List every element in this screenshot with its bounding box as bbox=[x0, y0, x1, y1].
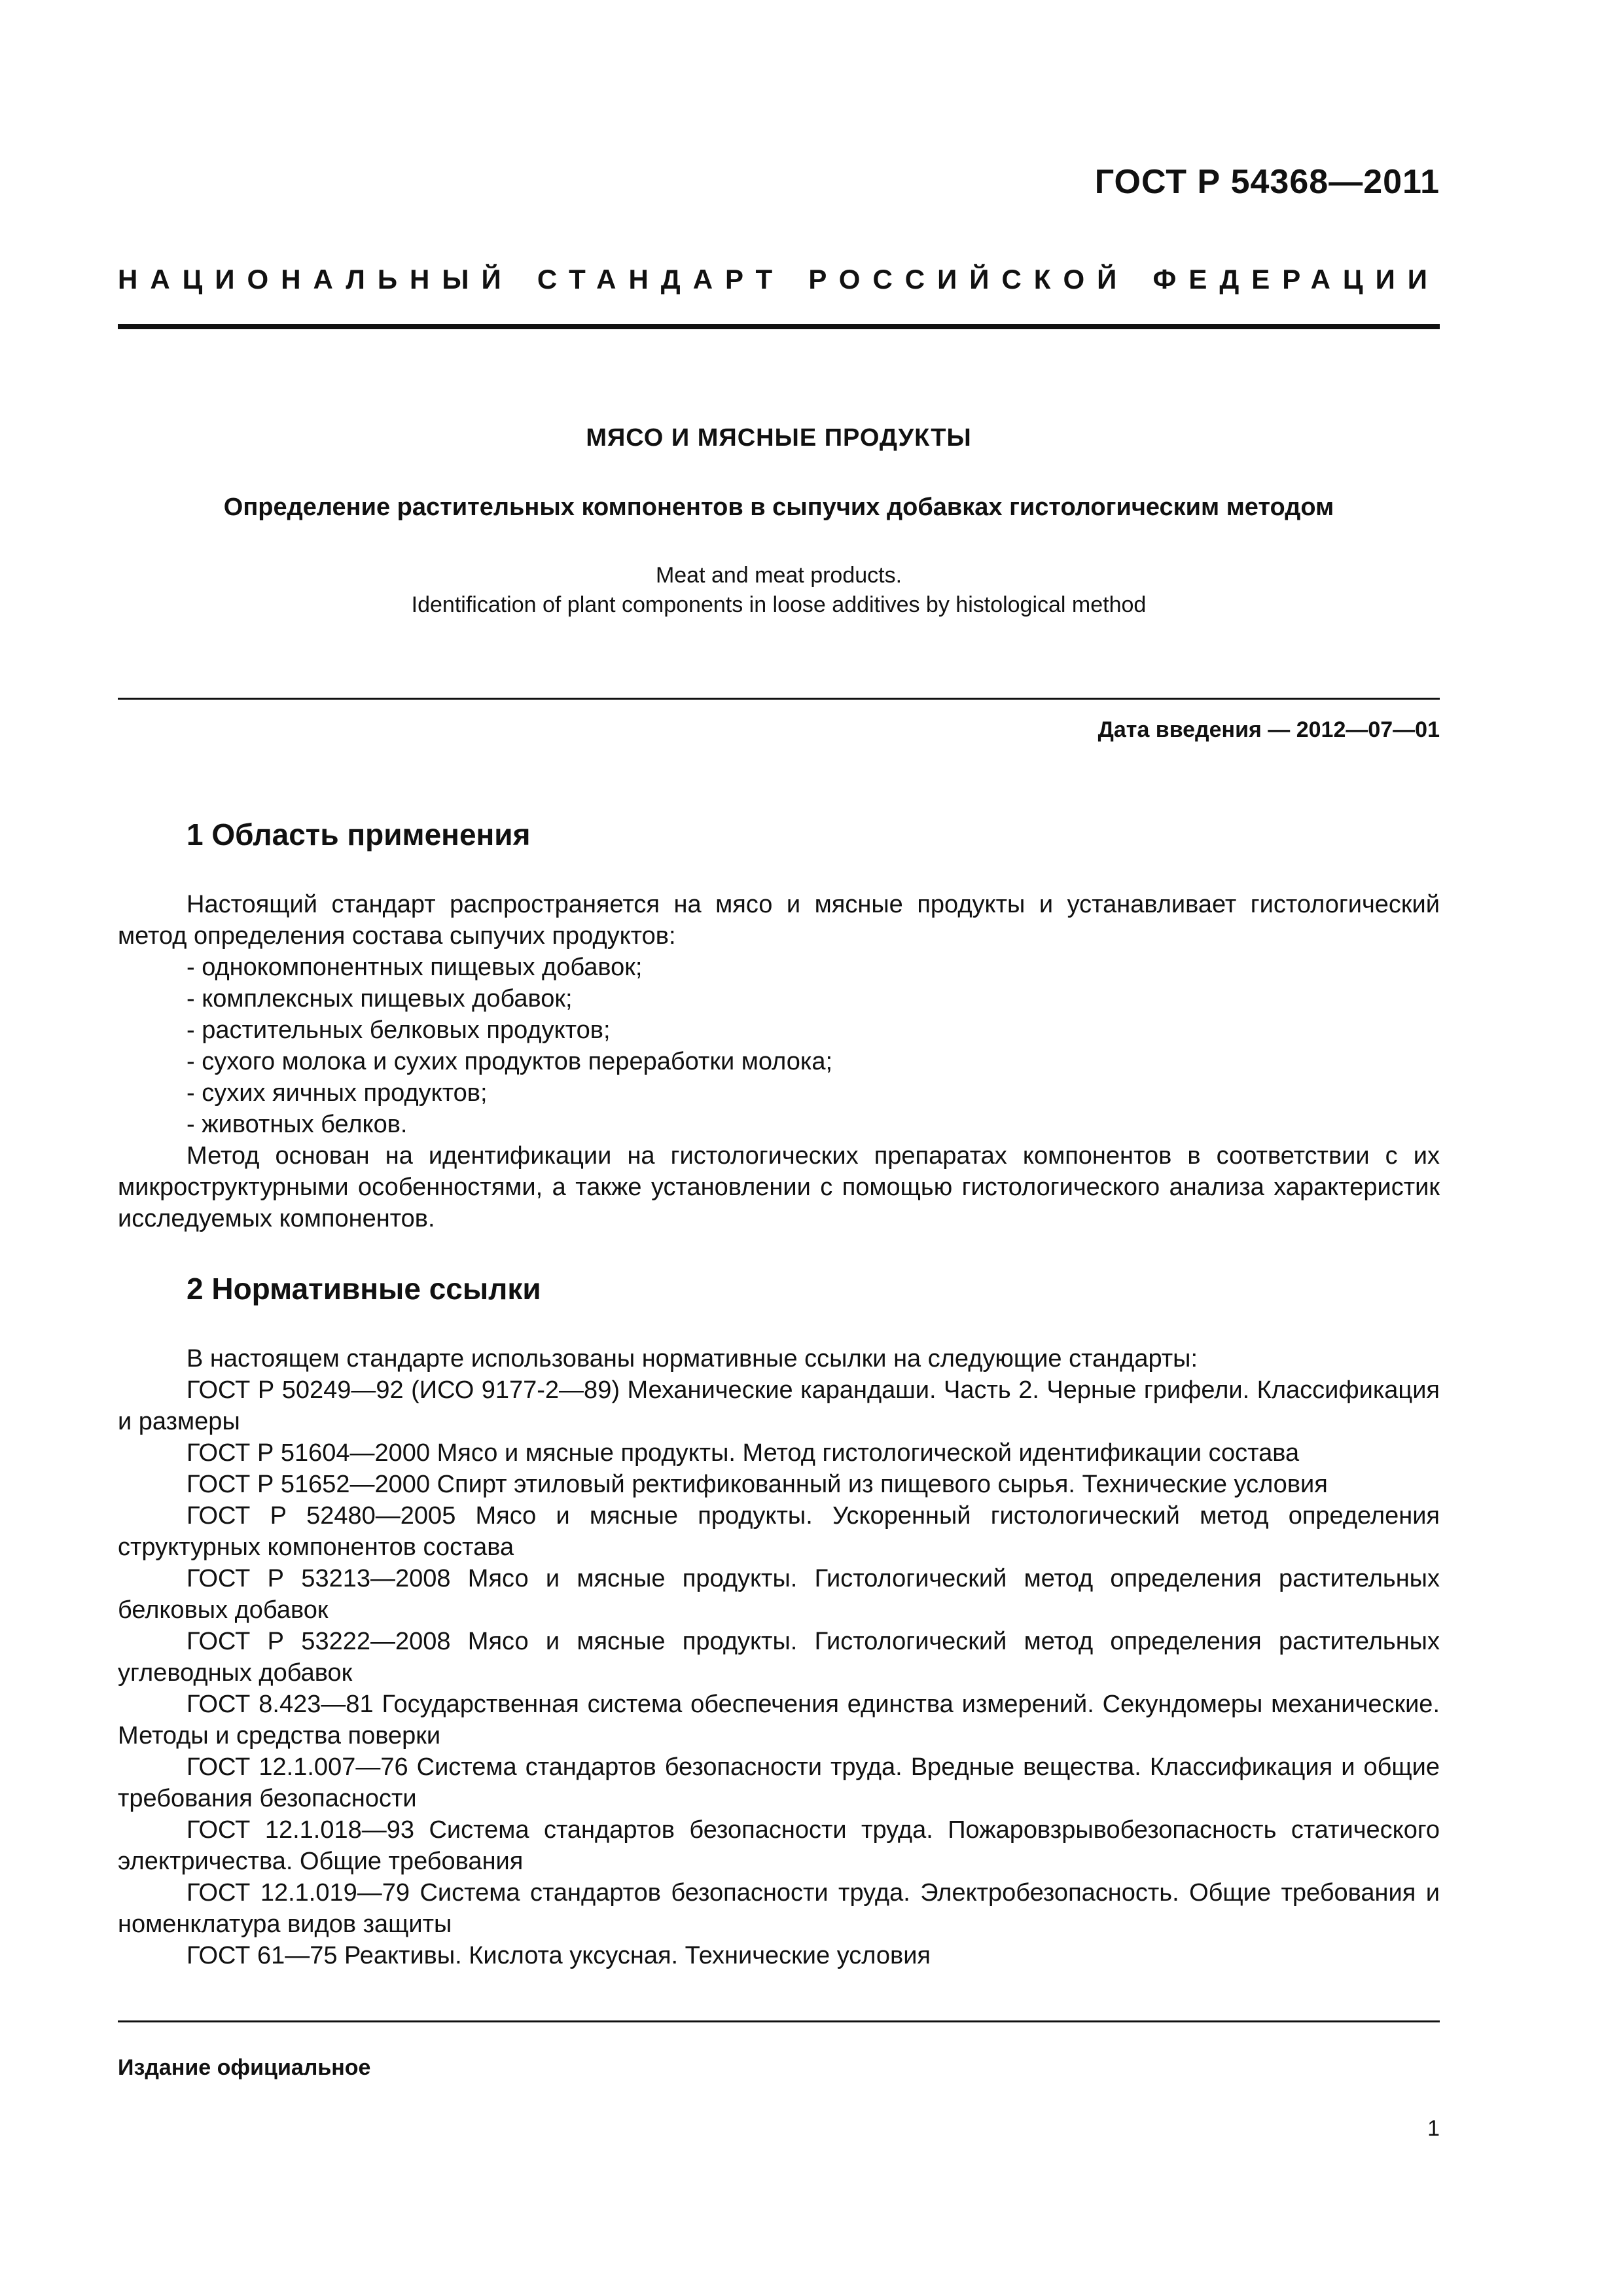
list-item: - сухого молока и сухих продуктов переработки молока; bbox=[187, 1048, 833, 1075]
banner-word: ФЕДЕРАЦИИ bbox=[1152, 264, 1440, 295]
reference-item: ГОСТ Р 51604—2000 Мясо и мясные продукты. Метод гистологической идентификации состава bbox=[187, 1439, 1300, 1467]
reference-item: ГОСТ 61—75 Реактивы. Кислота уксусная. Технические условия bbox=[187, 1942, 931, 1969]
list-item: - животных белков. bbox=[187, 1111, 408, 1138]
header-rule bbox=[118, 324, 1440, 329]
list-item: - сухих яичных продуктов; bbox=[187, 1079, 488, 1107]
reference-item: ГОСТ Р 50249—92 (ИСО 9177-2—89) Механические карандаши. Часть 2. Черные грифели. Классификация и размеры bbox=[118, 1376, 1440, 1435]
footer-rule bbox=[118, 2020, 1440, 2022]
national-standard-banner bbox=[118, 264, 1440, 295]
reference-item: ГОСТ 8.423—81 Государственная система обеспечения единства измерений. Секундомеры механические. Методы и средства поверки bbox=[118, 1691, 1440, 1749]
english-title-line-2: Identification of plant components in loose additives by histological method bbox=[411, 592, 1147, 617]
reference-item: ГОСТ Р 53213—2008 Мясо и мясные продукты. Гистологический метод определения растительных белковых добавок bbox=[118, 1565, 1440, 1624]
banner-word: РОССИЙСКОЙ bbox=[808, 264, 1130, 295]
list-item: - однокомпонентных пищевых добавок; bbox=[187, 954, 643, 981]
standard-code: ГОСТ Р 54368—2011 bbox=[1094, 163, 1440, 201]
section-1-intro: Настоящий стандарт распространяется на мясо и мясные продукты и устанавливает гистологический метод определения состава сыпучих продуктов: bbox=[118, 891, 1440, 950]
reference-item: ГОСТ 12.1.019—79 Система стандартов безопасности труда. Электробезопасность. Общие требования и номенклатура видов защиты bbox=[118, 1879, 1440, 1938]
document-subtitle: Определение растительных компонентов в сыпучих добавках гистологическим методом bbox=[223, 493, 1334, 521]
reference-item: ГОСТ 12.1.007—76 Система стандартов безопасности труда. Вредные вещества. Классификация и общие требования безопасности bbox=[118, 1753, 1440, 1812]
banner-word: НАЦИОНАЛЬНЫЙ bbox=[118, 264, 514, 295]
list-item: - растительных белковых продуктов; bbox=[187, 1016, 611, 1044]
banner-word: СТАНДАРТ bbox=[537, 264, 785, 295]
list-item: - комплексных пищевых добавок; bbox=[187, 985, 573, 1013]
official-edition-label: Издание официальное bbox=[118, 2055, 371, 2080]
section-1-method: Метод основан на идентификации на гистологических препаратах компонентов в соответствии с их микроструктурными особенностями, а также установлении с помощью гистологического анализа характеристик исследуемых компонентов. bbox=[118, 1142, 1440, 1232]
english-title-line-1: Meat and meat products. bbox=[655, 563, 902, 588]
reference-item: ГОСТ Р 53222—2008 Мясо и мясные продукты. Гистологический метод определения растительных углеводных добавок bbox=[118, 1628, 1440, 1687]
title-rule bbox=[118, 698, 1440, 700]
section-2-intro: В настоящем стандарте использованы нормативные ссылки на следующие стандарты: bbox=[187, 1345, 1198, 1372]
reference-item: ГОСТ Р 51652—2000 Спирт этиловый ректификованный из пищевого сырья. Технические условия bbox=[187, 1471, 1328, 1498]
page-number: 1 bbox=[1427, 2116, 1440, 2141]
section-1-heading: 1 Область применения bbox=[187, 817, 531, 852]
document-title: МЯСО И МЯСНЫЕ ПРОДУКТЫ bbox=[586, 424, 972, 452]
reference-item: ГОСТ 12.1.018—93 Система стандартов безопасности труда. Пожаровзрывобезопасность статического электричества. Общие требования bbox=[118, 1816, 1440, 1875]
reference-item: ГОСТ Р 52480—2005 Мясо и мясные продукты. Ускоренный гистологический метод определения структурных компонентов состава bbox=[118, 1502, 1440, 1561]
section-2-heading: 2 Нормативные ссылки bbox=[187, 1272, 541, 1306]
introduction-date: Дата введения — 2012—07—01 bbox=[1097, 717, 1440, 742]
